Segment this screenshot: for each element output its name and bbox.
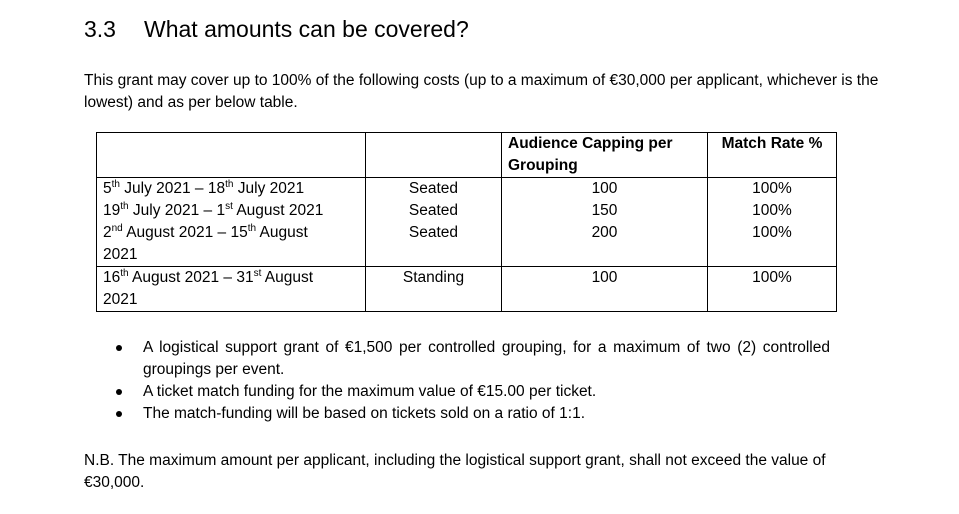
capping-cell: 100 150 200: [502, 178, 708, 267]
period-line: 5th July 2021 – 18th July 2021: [103, 178, 305, 197]
bullet-list: [110, 337, 830, 425]
section-title: What amounts can be covered?: [144, 16, 469, 42]
list-item: The match-funding will be based on tickets sold on a ratio of 1:1.: [110, 403, 830, 425]
period-line: 2nd August 2021 – 15th August: [103, 222, 308, 241]
bullet-icon: [116, 389, 122, 395]
period-cell: [97, 267, 366, 312]
header-period: [97, 133, 366, 178]
table-header-row: [97, 133, 837, 178]
section-heading: [84, 16, 469, 43]
intro-paragraph: This grant may cover up to 100% of the following costs (up to a maximum of €30,000 per applicant, whichever is the lowest) and as per below table.: [84, 72, 879, 111]
header-audience-capping: Audience Capping per Grouping: [502, 133, 708, 178]
table-row: [97, 178, 837, 267]
bullet-icon: [116, 411, 122, 417]
period-cell: [97, 178, 366, 267]
table-row: [97, 267, 837, 312]
match-rate-cell: 100% 100% 100%: [708, 178, 837, 267]
period-line: 19th July 2021 – 1st August 2021: [103, 200, 324, 219]
grant-table: [96, 132, 837, 312]
capping-cell: 100: [502, 267, 708, 312]
header-match-rate: Match Rate %: [708, 133, 837, 178]
list-item: A logistical support grant of €1,500 per controlled grouping, for a maximum of two (2) controlled groupings per event.: [110, 337, 830, 381]
list-item: A ticket match funding for the maximum value of €15.00 per ticket.: [110, 381, 830, 403]
period-line: 16th August 2021 – 31st August: [103, 267, 314, 286]
period-continuation: 2021: [103, 246, 138, 263]
note-paragraph: N.B. The maximum amount per applicant, including the logistical support grant, shall not exceed the value of €30,000.: [84, 452, 826, 491]
section-number: 3.3: [84, 16, 116, 42]
period-continuation: 2021: [103, 291, 138, 308]
type-cell: Standing: [366, 267, 502, 312]
match-rate-cell: 100%: [708, 267, 837, 312]
type-cell: Seated Seated Seated: [366, 178, 502, 267]
header-type: [366, 133, 502, 178]
bullet-icon: [116, 345, 122, 351]
